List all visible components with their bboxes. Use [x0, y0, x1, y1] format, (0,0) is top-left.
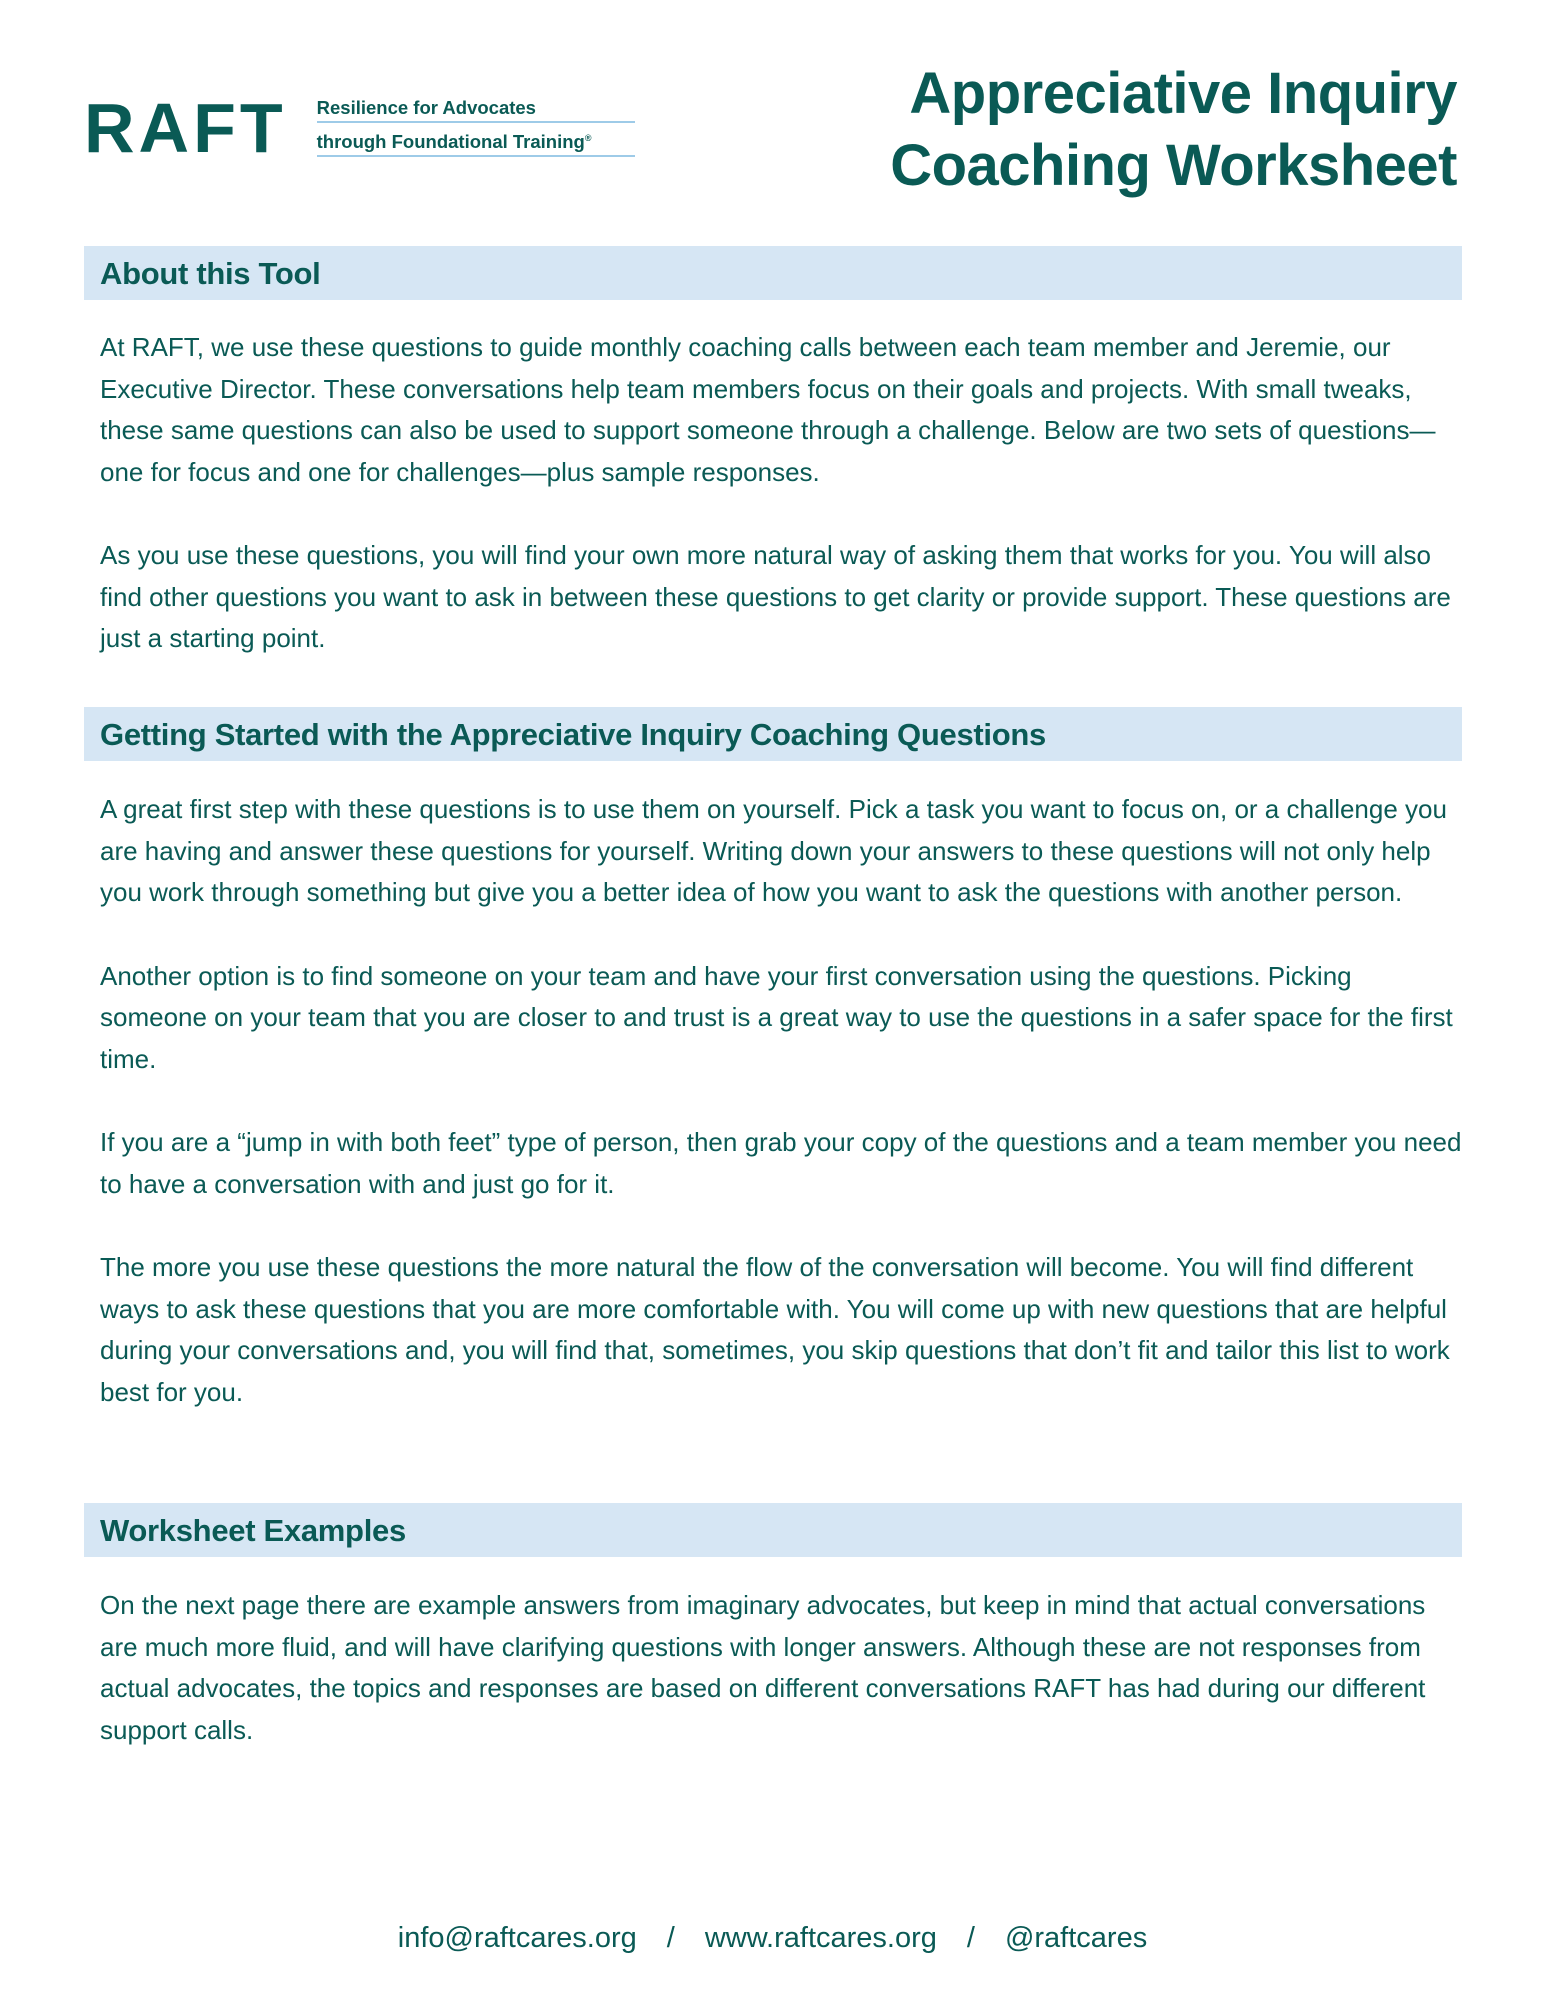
logo-tagline-line-2 — [317, 126, 635, 157]
raft-logo — [84, 89, 635, 167]
section-heading: Worksheet Examples — [100, 1513, 406, 1548]
document-title — [890, 58, 1457, 202]
paragraph: As you use these questions, you will find your own more natural way of asking them that works for you. You will also find other questions you want to ask in between these questions to get clarity or provide support. These questions are just a starting point. — [100, 540, 1451, 653]
paragraph: If you are a “jump in with both feet” type of person, then grab your copy of the questions and a team member you need to have a conversation with and just go for it. — [100, 1127, 1462, 1199]
paragraph: At RAFT, we use these questions to guide monthly coaching calls between each team member and Jeremie, our Executive Director. These conversations help team members focus on their goals and projects. With small tweaks, these same questions can also be used to support someone through a challenge. Below are two sets of questions—one for focus and one for challenges—plus sample responses. — [100, 332, 1436, 487]
footer-social-handle[interactable]: @raftcares — [1004, 1922, 1148, 1954]
section-heading: About this Tool — [100, 256, 321, 291]
paragraph: The more you use these questions the more natural the flow of the conversation will become. You will find different ways to ask these questions that you are more comfortable with. You will come up with new questions that are helpful during your conversations and, you will find that, sometimes, you skip questions that don’t fit and tailor this list to work best for you. — [100, 1252, 1450, 1407]
section-heading: Getting Started with the Appreciative Inquiry Coaching Questions — [100, 717, 1046, 752]
paragraph: On the next page there are example answers from imaginary advocates, but keep in mind that actual conversations are much more fluid, and will have clarifying questions with longer answers. Although these are not responses from actual advocates, the topics and responses are based on different conversations RAFT has had during our different support calls. — [100, 1590, 1426, 1745]
registered-mark: ® — [584, 133, 592, 143]
logo-mark: RAFT — [84, 89, 287, 167]
footer — [0, 1918, 1545, 1958]
section-body-getting-started — [100, 789, 1462, 1455]
section-header-getting-started — [84, 707, 1462, 761]
footer-separator: / — [666, 1922, 675, 1954]
section-body-about — [100, 327, 1462, 702]
paragraph: Another option is to find someone on your team and have your first conversation using the questions. Picking someone on your team that you are closer to and trust is a great way to use the questions in a safer space for the first time. — [100, 960, 1453, 1074]
paragraph: A great first step with these questions is to use them on yourself. Pick a task you want to focus on, or a challenge you are having and answer these questions for yourself. Writing down your answers to these questions will not only help you work through something but give you a better idea of how you want to ask the questions with another person. — [100, 794, 1447, 907]
logo-tagline-line-1: Resilience for Advocates — [317, 96, 635, 123]
footer-email-link[interactable]: info@raftcares.org — [397, 1922, 637, 1954]
logo-tagline — [317, 96, 635, 157]
footer-website-link[interactable]: www.raftcares.org — [704, 1922, 937, 1954]
section-body-worksheet-examples — [100, 1585, 1462, 1793]
section-header-worksheet-examples — [84, 1503, 1462, 1557]
title-line-2: Coaching Worksheet — [890, 133, 1457, 198]
title-line-1: Appreciative Inquiry — [909, 61, 1457, 126]
logo-tagline-text: through Foundational Training — [316, 131, 585, 153]
section-header-about — [84, 246, 1462, 300]
footer-separator: / — [966, 1922, 975, 1954]
